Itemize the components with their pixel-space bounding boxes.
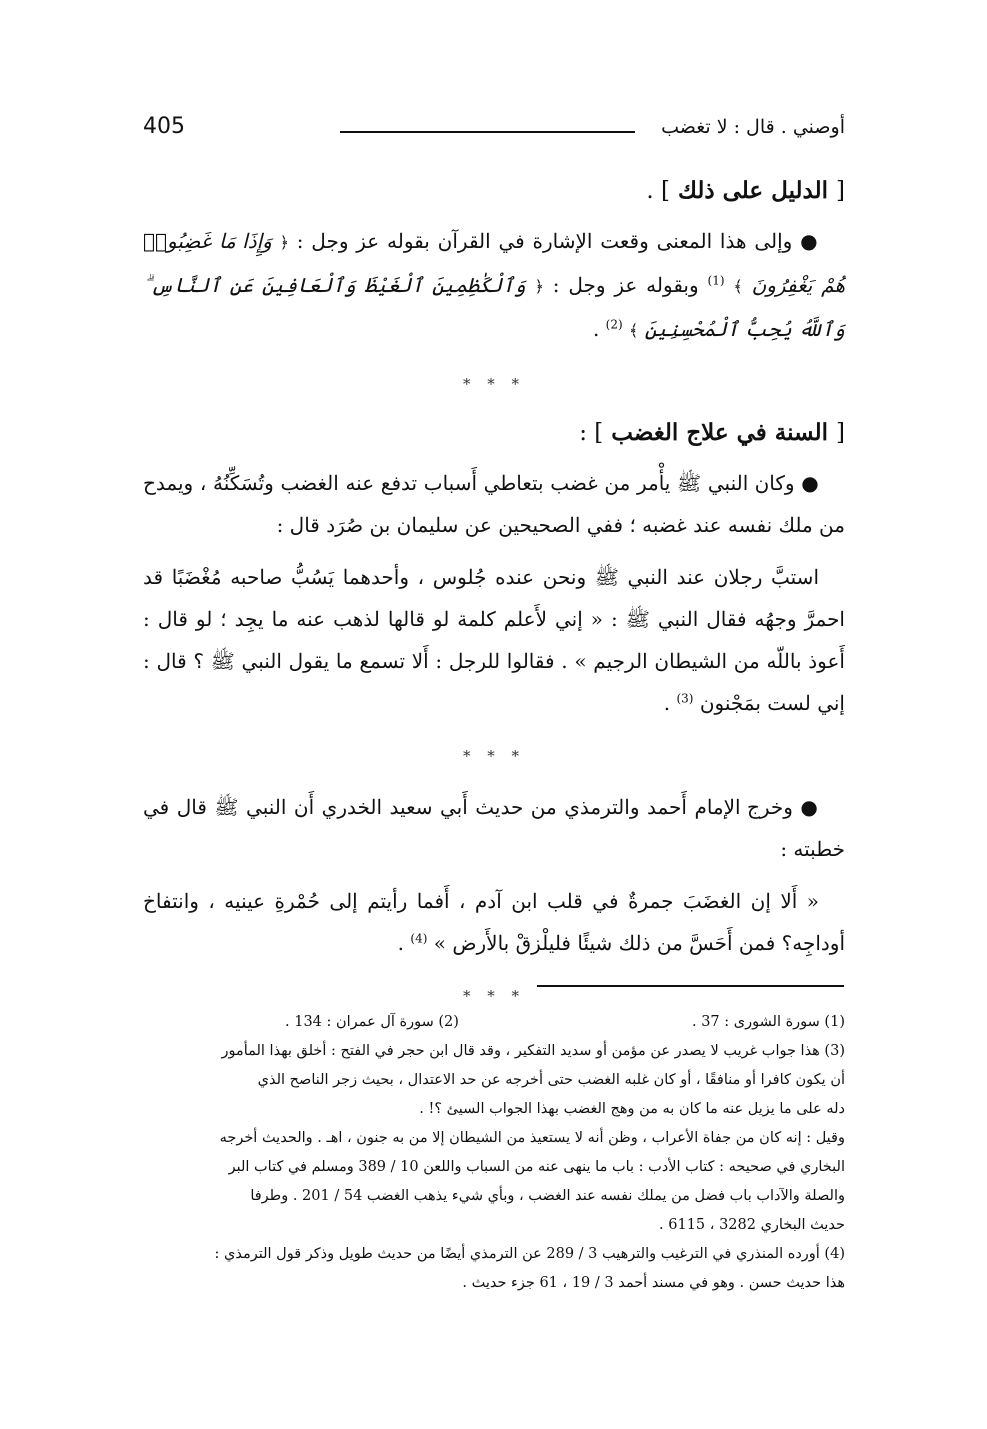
para-text: وخرج الإمام أَحمد والترمذي من حديث أَبي سعيد الخدري أَن النبي ﷺ قال في خطبته : xyxy=(143,795,845,861)
ornate-bracket-close-icon: ﴾ xyxy=(629,321,639,340)
footnote-3-line: أن يكون كافرا أو منافقًا ، أو كان غلبه الغضب حتى أخرجه عن حد الاعتدال ، بحيث زجر الناصح الذي xyxy=(257,1072,845,1088)
ornate-bracket-close-icon: ﴾ xyxy=(733,277,743,296)
para-text: وبقوله عز وجل : xyxy=(543,273,699,297)
heading-bracket-close: ] . xyxy=(646,178,670,204)
ornate-bracket-open-icon: ﴿ xyxy=(534,277,544,296)
heading-bracket-open: [ xyxy=(836,420,845,446)
footnote-rule xyxy=(537,985,844,987)
bullet-icon: ● xyxy=(801,471,820,495)
quran-verse: وَٱلْكَٰظِمِينَ ٱلْغَيْظَ وَٱلْعَافِينَ عَنِ ٱلنَّاسِ ۗ وَٱللَّهُ يُحِبُّ ٱلْمُحْسِنِينَ xyxy=(143,273,845,341)
footnote-marker[interactable]: (3) xyxy=(676,691,694,706)
para-text: وإلى هذا المعنى وقعت الإشارة في القرآن بقوله عز وجل : xyxy=(288,229,793,253)
ornate-bracket-open-icon: ﴿ xyxy=(279,233,289,252)
footnote-3-line: وقيل : إنه كان من جفاة الأعراب ، وظن أنه لا يستعيذ من الشيطان إلا من به جنون ، اهـ . والحديث أخرجه xyxy=(219,1130,845,1146)
quran-verse: وَإِذَا مَا غَضِبُوا۟ هُمْ يَغْفِرُونَ xyxy=(143,229,845,297)
footnote-4-line: هذا حديث حسن . وهو في مسند أحمد 3 / 19 ، 61 جزء حديث . xyxy=(462,1275,845,1291)
para-end: . xyxy=(397,931,405,955)
footnote-3-line: دله على ما يزيل عنه ما كان به من وهج الغضب بهذا الجواب السيئ ؟! . xyxy=(419,1101,845,1117)
footnote-1: (1) سورة الشورى : 37 . xyxy=(691,1014,845,1030)
footnote-marker[interactable]: (4) xyxy=(410,931,428,946)
para-text: استبَّ رجلان عند النبي ﷺ ونحن عنده جُلوس ، وأحدهما يَسُبُّ صاحبه مُغْضَبًا قد احمرَّ وجهُه فقال النبي ﷺ : « إني لأَعلم كلمة لو قالها لذهب عنه ما يجِد ؛ لو قال : أَعوذ باللّه من الشيطان الرجيم » . فقالوا للرجل : أَلا تسمع ما يقول النبي ﷺ ؟ قال : إني لست بمَجْنون xyxy=(143,565,845,715)
footnote-4-line: (4) أورده المنذري في الترغيب والترهيب 3 / 289 عن الترمذي أيضًا من حديث طويل وذكر قول الترمذي : xyxy=(214,1246,845,1262)
paragraph-ahmad-tirmidhi xyxy=(143,786,845,870)
footnote-row-1-2 xyxy=(285,1008,845,1037)
page-body xyxy=(143,172,845,1026)
footnote-3-line: (3) هذا جواب غريب لا يصدر عن مؤمن أو سديد التفكير ، وقد قال ابن حجر في الفتح : أخلق بهذا المأمور xyxy=(221,1043,845,1059)
paragraph-quran-reference xyxy=(143,220,845,352)
footnotes xyxy=(143,1008,845,1298)
section-heading-sunnah xyxy=(143,414,845,452)
heading-bracket-close: ] : xyxy=(579,420,604,446)
para-text: وكان النبي ﷺ يأْمر من غضب بتعاطي أَسباب تدفع عنه الغضب وتُسَكِّنُهُ ، ويمدح من ملك نفسه عند غضبه ؛ ففي الصحيحين عن سليمان بن صُرَد قال : xyxy=(143,471,845,537)
footnote-3-line: والصلة والآداب باب فضل من يملك نفسه عند الغضب ، وبأي شيء يذهب الغضب 54 / 201 . وطرفا xyxy=(250,1188,845,1204)
section-heading-evidence xyxy=(143,172,845,210)
heading-title: السنة في علاج الغضب xyxy=(611,419,828,446)
footnote-marker[interactable]: (2) xyxy=(605,317,623,332)
bullet-icon: ● xyxy=(800,229,819,253)
heading-bracket-open: [ xyxy=(836,178,845,204)
heading-title: الدليل على ذلك xyxy=(678,177,828,204)
para-text: « أَلا إن الغضَبَ جمرةٌ في قلب ابن آدم ، أَفما رأيتم إلى حُمْرةِ عينيه ، وانتفاخ أوداجِه؟ فمن أَحَسَّ من ذلك شيئًا فليلْزقْ بالأَرض » xyxy=(143,889,845,955)
paragraph-hadith-sulayman xyxy=(143,556,845,724)
page-number: 405 xyxy=(143,114,185,139)
running-title: أوصني . قال : لا تغضب xyxy=(661,116,845,138)
footnote-2: (2) سورة آل عمران : 134 . xyxy=(285,1014,459,1030)
header-rule xyxy=(340,131,635,133)
section-separator: * * * xyxy=(462,747,526,765)
footnote-marker[interactable]: (1) xyxy=(707,273,725,288)
bullet-icon: ● xyxy=(800,795,820,819)
para-end: . xyxy=(663,691,671,715)
footnote-3-line: حديث البخاري 3282 ، 6115 . xyxy=(659,1217,845,1233)
paragraph-hadith-ember xyxy=(143,880,845,964)
section-separator: * * * xyxy=(462,987,526,1005)
page-header xyxy=(143,114,845,144)
para-end: . xyxy=(592,317,600,341)
paragraph-prophet-command xyxy=(143,462,845,546)
footnote-3-line: البخاري في صحيحه : كتاب الأدب : باب ما ينهى عنه من السباب واللعن 10 / 389 ومسلم في كتاب البر xyxy=(228,1159,845,1175)
section-separator: * * * xyxy=(462,375,526,393)
